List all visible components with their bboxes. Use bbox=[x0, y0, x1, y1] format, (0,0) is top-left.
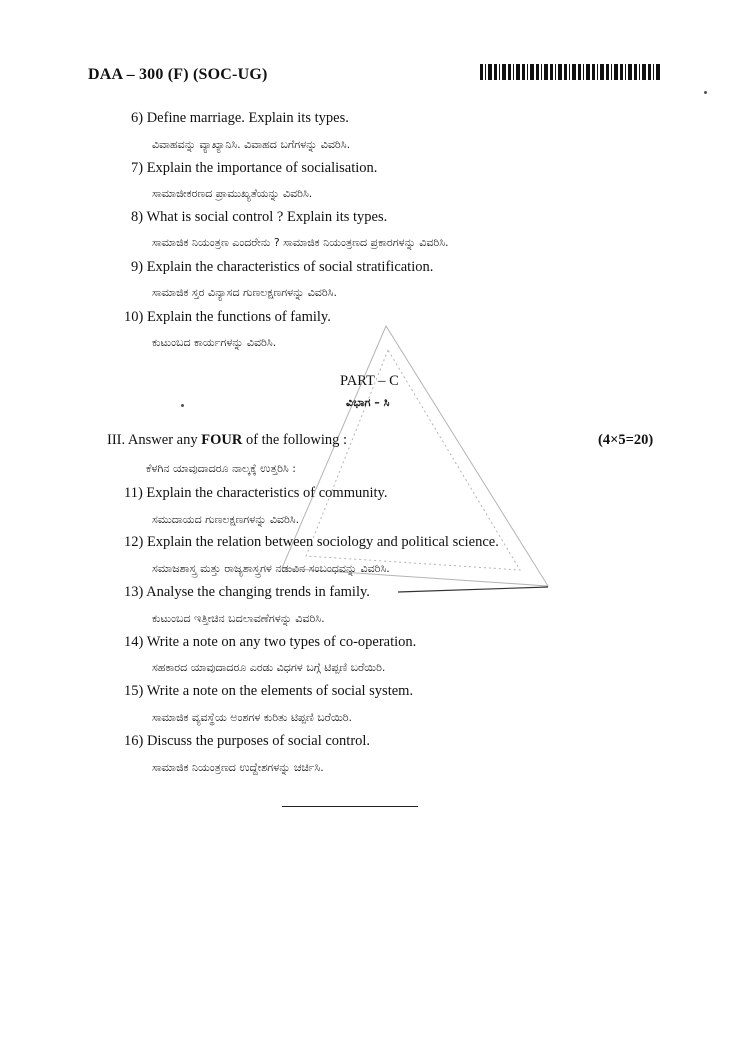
question-13: 13) Analyse the changing trends in family. bbox=[124, 584, 370, 600]
question-15: 15) Write a note on the elements of social system. bbox=[124, 683, 414, 699]
marks-allocation: (4×5=20) bbox=[598, 432, 654, 448]
question-8: 8) What is social control ? Explain its types. bbox=[131, 209, 388, 225]
question-7-kannada: ಸಾಮಾಜೀಕರಣದ ಪ್ರಾಮುಖ್ಯತೆಯನ್ನು ವಿವರಿಸಿ. bbox=[152, 187, 313, 200]
barcode bbox=[480, 64, 660, 80]
question-14-kannada: ಸಹಕಾರದ ಯಾವುದಾದರೂ ಎರಡು ವಿಧಗಳ ಬಗ್ಗೆ ಟಿಪ್ಪಣಿ ಬರೆಯಿರಿ. bbox=[152, 661, 386, 674]
question-10: 10) Explain the functions of family. bbox=[124, 309, 331, 325]
paper-code: DAA – 300 (F) (SOC-UG) bbox=[88, 66, 268, 83]
end-rule bbox=[282, 806, 418, 807]
question-11: 11) Explain the characteristics of community. bbox=[124, 485, 388, 501]
question-6-kannada: ವಿವಾಹವನ್ನು ವ್ಯಾಖ್ಯಾನಿಸಿ. ವಿವಾಹದ ಬಗೆಗಳನ್ನು ವಿವರಿಸಿ. bbox=[152, 138, 351, 151]
question-12-kannada: ಸಮಾಜಶಾಸ್ತ್ರ ಮತ್ತು ರಾಜ್ಯಶಾಸ್ತ್ರಗಳ ನಡುವಿನ ಸಂಬಂಧವನ್ನು ವಿವರಿಸಿ. bbox=[152, 562, 390, 575]
section-instruction-kannada: ಕೆಳಗಿನ ಯಾವುದಾದರೂ ನಾಲ್ಕಕ್ಕೆ ಉತ್ತರಿಸಿ : bbox=[146, 462, 296, 475]
question-13-kannada: ಕುಟುಂಬದ ಇತ್ತೀಚಿನ ಬದಲಾವಣೆಗಳನ್ನು ವಿವರಿಸಿ. bbox=[152, 612, 325, 625]
question-10-kannada: ಕುಟುಂಬದ ಕಾರ್ಯಗಳನ್ನು ವಿವರಿಸಿ. bbox=[152, 336, 277, 349]
question-7: 7) Explain the importance of socialisation. bbox=[131, 160, 378, 176]
section-instruction: III. Answer any FOUR of the following : bbox=[107, 432, 348, 448]
question-9-kannada: ಸಾಮಾಜಿಕ ಸ್ತರ ವಿನ್ಯಾಸದ ಗುಣಲಕ್ಷಣಗಳನ್ನು ವಿವರಿಸಿ. bbox=[152, 286, 338, 299]
section-emphasis: FOUR bbox=[201, 432, 243, 448]
question-16: 16) Discuss the purposes of social control. bbox=[124, 733, 371, 749]
question-12: 12) Explain the relation between sociology and political science. bbox=[124, 534, 499, 550]
speck bbox=[181, 404, 184, 407]
question-11-kannada: ಸಮುದಾಯದ ಗುಣಲಕ್ಷಣಗಳನ್ನು ವಿವರಿಸಿ. bbox=[152, 513, 300, 526]
question-14: 14) Write a note on any two types of co-operation. bbox=[124, 634, 417, 650]
question-16-kannada: ಸಾಮಾಜಿಕ ನಿಯಂತ್ರಣದ ಉದ್ದೇಶಗಳನ್ನು ಚರ್ಚಿಸಿ. bbox=[152, 761, 324, 774]
part-c-heading: PART – C bbox=[340, 373, 399, 389]
question-8-kannada: ಸಾಮಾಜಿಕ ನಿಯಂತ್ರಣ ಎಂದರೇನು ? ಸಾಮಾಜಿಕ ನಿಯಂತ್ರಣದ ಪ್ರಕಾರಗಳನ್ನು ವಿವರಿಸಿ. bbox=[152, 236, 449, 249]
speck bbox=[704, 91, 707, 94]
question-6: 6) Define marriage. Explain its types. bbox=[131, 110, 349, 126]
part-c-heading-kannada: ವಿಭಾಗ – ಸಿ bbox=[346, 396, 390, 409]
question-9: 9) Explain the characteristics of social stratification. bbox=[131, 259, 434, 275]
question-15-kannada: ಸಾಮಾಜಿಕ ವ್ಯವಸ್ಥೆಯ ಅಂಶಗಳ ಕುರಿತು ಟಿಪ್ಪಣಿ ಬರೆಯಿರಿ. bbox=[152, 711, 353, 724]
